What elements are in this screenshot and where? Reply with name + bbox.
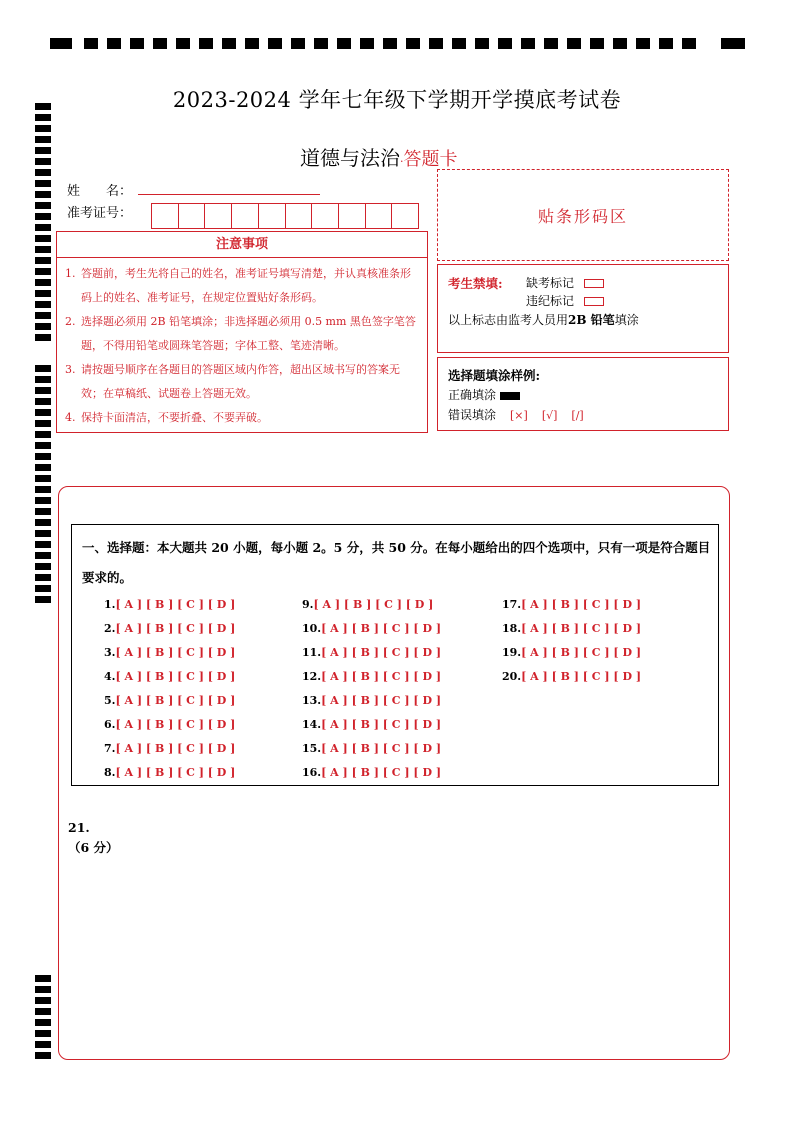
absent-mark-box[interactable] — [584, 279, 604, 288]
question-number: 16. — [302, 766, 322, 779]
question-1-options[interactable] — [104, 598, 235, 611]
option-bubbles[interactable]: [ A ] [ B ] [ C ] [ D ] — [115, 742, 236, 755]
wrong-mark-check: [√] — [541, 409, 558, 422]
barcode-area — [437, 169, 729, 261]
question-18-options[interactable] — [502, 622, 641, 635]
top-timing-marks — [50, 38, 745, 51]
exam-id-digit-box[interactable] — [366, 204, 393, 228]
side-mark — [35, 301, 51, 308]
question-10-options[interactable] — [302, 622, 441, 635]
question-number: 9. — [302, 598, 314, 611]
side-mark — [35, 1041, 51, 1048]
notice-item — [65, 358, 419, 406]
filled-block-icon — [500, 392, 520, 400]
question-6-options[interactable] — [104, 718, 235, 731]
side-mark — [35, 530, 51, 537]
top-mark — [84, 38, 98, 49]
question-19-options[interactable] — [502, 646, 641, 659]
question-number: 14. — [302, 718, 322, 731]
wrong-mark-slash: [/] — [571, 409, 584, 422]
question-number: 17. — [502, 598, 522, 611]
question-number: 13. — [302, 694, 322, 707]
top-mark — [452, 38, 466, 49]
top-mark — [590, 38, 604, 49]
question-12-options[interactable] — [302, 670, 441, 683]
top-mark — [50, 38, 72, 49]
violation-mark-box[interactable] — [584, 297, 604, 306]
top-mark — [176, 38, 190, 49]
exam-id-digit-box[interactable] — [259, 204, 286, 228]
notice-item-text: 请按题号顺序在各题目的答题区域内作答，超出区域书写的答案无效；在草稿纸、试题卷上答题无效。 — [81, 363, 400, 400]
side-mark — [35, 1030, 51, 1037]
question-number: 6. — [104, 718, 116, 731]
question-13-options[interactable] — [302, 694, 441, 707]
barcode-label: 贴条形码区 — [537, 206, 628, 226]
option-bubbles[interactable]: [ A ] [ B ] [ C ] [ D ] — [321, 646, 442, 659]
option-bubbles[interactable]: [ A ] [ B ] [ C ] [ D ] — [115, 718, 236, 731]
question-4-options[interactable] — [104, 670, 235, 683]
subject-name: 道德与法治 — [300, 146, 400, 170]
side-mark — [35, 475, 51, 482]
question-17-options[interactable] — [502, 598, 641, 611]
notice-list — [57, 258, 427, 430]
side-mark — [35, 224, 51, 231]
side-mark — [35, 387, 51, 394]
top-mark — [291, 38, 305, 49]
side-mark — [35, 1008, 51, 1015]
top-mark — [682, 38, 696, 49]
notice-item-number: 2. — [65, 315, 76, 328]
side-mark — [35, 398, 51, 405]
correct-fill-label: 正确填涂 — [448, 388, 497, 402]
question-number: 2. — [104, 622, 116, 635]
top-mark — [521, 38, 535, 49]
absent-mark-label: 缺考标记 — [526, 276, 575, 290]
question-number: 12. — [302, 670, 322, 683]
side-mark — [35, 1052, 51, 1059]
top-mark — [721, 38, 745, 49]
top-mark — [360, 38, 374, 49]
notice-item — [65, 262, 419, 310]
notice-panel — [56, 231, 428, 433]
exam-title: 2023-2024 学年七年级下学期开学摸底考试卷 — [172, 88, 622, 112]
top-mark — [659, 38, 673, 49]
side-mark — [35, 552, 51, 559]
side-mark — [35, 213, 51, 220]
option-bubbles[interactable]: [ A ] [ B ] [ C ] [ D ] — [521, 622, 642, 635]
notice-item — [65, 310, 419, 358]
question-number: 1. — [104, 598, 116, 611]
top-mark — [130, 38, 144, 49]
question-20-options[interactable] — [502, 670, 641, 683]
option-bubbles[interactable]: [ A ] [ B ] [ C ] [ D ] — [115, 646, 236, 659]
side-mark — [35, 420, 51, 427]
examinee-forbidden-panel — [437, 264, 729, 353]
question-number: 15. — [302, 742, 322, 755]
exam-subtitle — [300, 142, 458, 171]
notice-item-text: 保持卡面清洁，不要折叠、不要弄破。 — [81, 411, 268, 424]
wrong-mark-cross: [×] — [510, 409, 528, 422]
note-suffix: 填涂 — [614, 313, 639, 327]
exam-id-digit-box[interactable] — [392, 204, 418, 228]
side-mark — [35, 486, 51, 493]
option-bubbles[interactable]: [ A ] [ B ] [ C ] [ D ] — [321, 622, 442, 635]
question-21-points: （6 分） — [68, 840, 119, 855]
question-number: 5. — [104, 694, 116, 707]
exam-id-digit-box[interactable] — [339, 204, 366, 228]
top-mark — [199, 38, 213, 49]
top-mark — [406, 38, 420, 49]
option-bubbles[interactable]: [ A ] [ B ] [ C ] [ D ] — [313, 598, 434, 611]
question-16-options[interactable] — [302, 766, 441, 779]
top-mark — [337, 38, 351, 49]
side-mark — [35, 541, 51, 548]
notice-item-text: 答题前，考生先将自己的姓名，准考证号填写清楚，并认真核准条形码上的姓名、准考证号，在规定位置贴好条形码。 — [81, 267, 411, 304]
question-number: 4. — [104, 670, 116, 683]
note-prefix: 以上标志由监考人员用 — [448, 313, 569, 327]
side-mark — [35, 235, 51, 242]
exam-id-digit-box[interactable] — [152, 204, 179, 228]
side-mark — [35, 409, 51, 416]
question-number: 3. — [104, 646, 116, 659]
option-bubbles[interactable]: [ A ] [ B ] [ C ] [ D ] — [115, 694, 236, 707]
side-mark — [35, 365, 51, 372]
fill-sample-panel — [437, 357, 729, 431]
top-mark — [245, 38, 259, 49]
side-mark — [35, 246, 51, 253]
sample-title: 选择题填涂样例: — [448, 368, 541, 383]
option-bubbles[interactable]: [ A ] [ B ] [ C ] [ D ] — [321, 670, 442, 683]
question-3-options[interactable] — [104, 646, 235, 659]
notice-item — [65, 406, 419, 430]
question-number: 20. — [502, 670, 522, 683]
question-2-options[interactable] — [104, 622, 235, 635]
side-mark — [35, 169, 51, 176]
correct-fill-row — [448, 386, 520, 403]
question-8-options[interactable] — [104, 766, 235, 779]
top-mark — [383, 38, 397, 49]
question-11-options[interactable] — [302, 646, 441, 659]
exam-id-digit-box[interactable] — [286, 204, 313, 228]
top-mark — [429, 38, 443, 49]
side-mark — [35, 464, 51, 471]
top-mark — [613, 38, 627, 49]
option-bubbles[interactable]: [ A ] [ B ] [ C ] [ D ] — [521, 670, 642, 683]
side-mark — [35, 114, 51, 121]
side-mark — [35, 431, 51, 438]
top-mark — [636, 38, 650, 49]
notice-item-text: 选择题必须用 2B 铅笔填涂；非选择题必须用 0.5 mm 黑色签字笔答题，不得用铅笔或圆珠笔答题；字体工整、笔迹清晰。 — [81, 315, 416, 352]
question-14-options[interactable] — [302, 718, 441, 731]
answer-card-label: 答题卡 — [403, 149, 458, 170]
question-21 — [68, 818, 119, 858]
question-7-options[interactable] — [104, 742, 235, 755]
side-mark — [35, 585, 51, 592]
exam-id-digit-box[interactable] — [232, 204, 259, 228]
option-bubbles[interactable]: [ A ] [ B ] [ C ] [ D ] — [115, 598, 236, 611]
question-number: 18. — [502, 622, 522, 635]
question-number: 8. — [104, 766, 116, 779]
question-number: 11. — [302, 646, 322, 659]
side-mark — [35, 290, 51, 297]
side-mark — [35, 508, 51, 515]
subtitle-dot: · — [400, 155, 404, 168]
side-mark — [35, 125, 51, 132]
forbidden-title: 考生禁填: — [448, 276, 503, 291]
top-mark — [544, 38, 558, 49]
top-mark — [498, 38, 512, 49]
option-bubbles[interactable]: [ A ] [ B ] [ C ] [ D ] — [321, 742, 442, 755]
notice-item-number: 4. — [65, 411, 76, 424]
absent-mark-row — [526, 274, 604, 291]
option-bubbles[interactable]: [ A ] [ B ] [ C ] [ D ] — [115, 622, 236, 635]
side-mark — [35, 986, 51, 993]
side-mark — [35, 158, 51, 165]
wrong-fill-label: 错误填涂 — [448, 408, 497, 422]
name-label: 姓 名： — [67, 184, 133, 199]
side-mark — [35, 136, 51, 143]
question-number: 10. — [302, 622, 322, 635]
top-mark — [222, 38, 236, 49]
top-mark — [153, 38, 167, 49]
section-instructions: 一、选择题：本大题共 20 小题，每小题 2。5 分，共 50 分。在每小题给出的四个选项中，只有一项是符合题目要求的。 — [82, 540, 711, 585]
exam-id-boxes[interactable] — [151, 203, 419, 229]
question-9-options[interactable] — [302, 598, 433, 611]
side-mark — [35, 202, 51, 209]
side-mark — [35, 376, 51, 383]
side-mark — [35, 279, 51, 286]
wrong-fill-row — [448, 406, 584, 423]
side-mark — [35, 147, 51, 154]
notice-title: 注意事项 — [57, 232, 427, 258]
top-mark — [475, 38, 489, 49]
forbidden-note — [448, 311, 639, 328]
side-mark — [35, 997, 51, 1004]
name-field[interactable] — [138, 194, 320, 195]
violation-mark-row — [526, 292, 604, 309]
exam-id-label: 准考证号： — [67, 206, 133, 221]
side-mark — [35, 453, 51, 460]
option-bubbles[interactable]: [ A ] [ B ] [ C ] [ D ] — [115, 766, 236, 779]
side-mark — [35, 1019, 51, 1026]
top-mark — [268, 38, 282, 49]
question-21-number: 21. — [68, 820, 90, 835]
exam-id-digit-box[interactable] — [312, 204, 339, 228]
side-mark — [35, 312, 51, 319]
notice-item-number: 1. — [65, 267, 76, 280]
side-mark — [35, 191, 51, 198]
multiple-choice-section — [71, 524, 719, 786]
top-mark — [567, 38, 581, 49]
option-bubbles[interactable]: [ A ] [ B ] [ C ] [ D ] — [321, 718, 442, 731]
top-mark — [107, 38, 121, 49]
option-bubbles[interactable]: [ A ] [ B ] [ C ] [ D ] — [521, 646, 642, 659]
question-5-options[interactable] — [104, 694, 235, 707]
side-mark — [35, 975, 51, 982]
side-mark — [35, 497, 51, 504]
notice-item-number: 3. — [65, 363, 76, 376]
side-mark — [35, 323, 51, 330]
side-mark — [35, 257, 51, 264]
top-mark — [314, 38, 328, 49]
side-mark — [35, 563, 51, 570]
violation-mark-label: 违纪标记 — [526, 294, 575, 308]
side-mark — [35, 334, 51, 341]
side-mark — [35, 180, 51, 187]
option-bubbles[interactable]: [ A ] [ B ] [ C ] [ D ] — [115, 670, 236, 683]
option-bubbles[interactable]: [ A ] [ B ] [ C ] [ D ] — [321, 694, 442, 707]
exam-id-digit-box[interactable] — [179, 204, 206, 228]
option-bubbles[interactable]: [ A ] [ B ] [ C ] [ D ] — [521, 598, 642, 611]
side-mark — [35, 442, 51, 449]
side-mark — [35, 268, 51, 275]
question-number: 19. — [502, 646, 522, 659]
question-number: 7. — [104, 742, 116, 755]
note-bold: 2B 铅笔 — [568, 313, 615, 327]
option-bubbles[interactable]: [ A ] [ B ] [ C ] [ D ] — [321, 766, 442, 779]
exam-id-digit-box[interactable] — [205, 204, 232, 228]
side-mark — [35, 596, 51, 603]
question-15-options[interactable] — [302, 742, 441, 755]
side-mark — [35, 574, 51, 581]
side-mark — [35, 519, 51, 526]
